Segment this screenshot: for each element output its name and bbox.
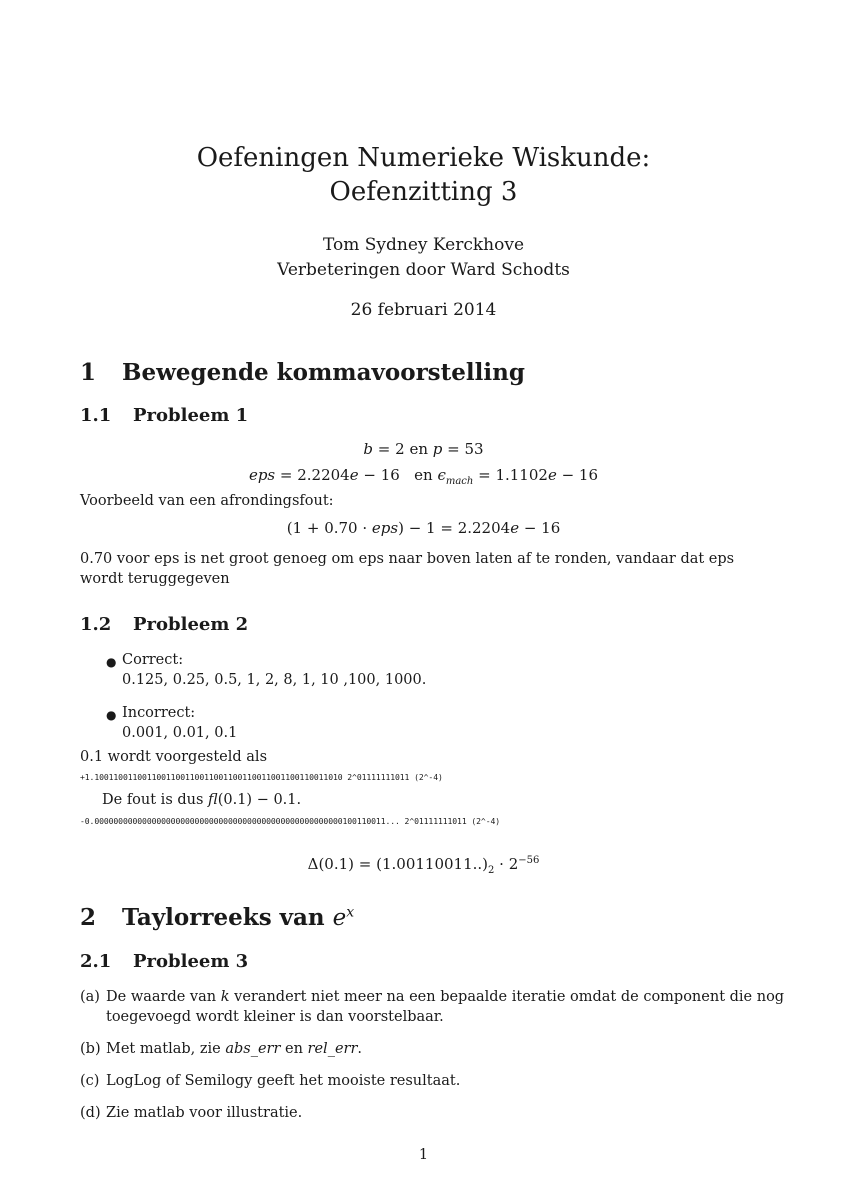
section-title: Bewegende kommavoorstelling	[122, 359, 525, 386]
correct-values: 0.125, 0.25, 0.5, 1, 2, 8, 1, 10 ,100, 1000.	[122, 672, 427, 688]
subsection-1-1-heading	[80, 405, 248, 426]
subsection-number: 1.2	[80, 614, 112, 635]
section-number: 1	[80, 359, 97, 386]
item-b-text: Met matlab, zie abs_err en rel_err.	[106, 1041, 362, 1057]
incorrect-values: 0.001, 0.01, 0.1	[122, 725, 238, 741]
error-text: De fout is dus fl(0.1) − 0.1.	[102, 792, 302, 808]
bullet-icon: ●	[106, 708, 117, 722]
binary-error: -0.0000000000000000000000000000000000000000000000000000100110011... 2^01111111011 (2^-4)	[80, 816, 501, 826]
item-d-text: Zie matlab voor illustratie.	[106, 1105, 303, 1121]
subsection-title: Probleem 1	[133, 405, 249, 426]
subsection-1-2-heading	[80, 614, 248, 635]
date: 26 februari 2014	[350, 300, 497, 320]
item-label-c: (c)	[80, 1073, 100, 1089]
author: Tom Sydney Kerckhove	[322, 235, 525, 255]
example-label: Voorbeeld van een afrondingsfout:	[80, 493, 334, 509]
correct-label: Correct:	[122, 652, 184, 668]
item-a-line-1: De waarde van k verandert niet meer na een bepaalde iteratie omdat de component die nog	[106, 989, 785, 1005]
item-a-line-2: toegevoegd wordt kleiner is dan voorstelbaar.	[106, 1009, 444, 1025]
section-number: 2	[80, 904, 97, 931]
title-line-1: Oefeningen Numerieke Wiskunde:	[196, 143, 651, 173]
item-label-b: (b)	[80, 1041, 101, 1057]
subsection-title: Probleem 3	[133, 951, 249, 972]
equation-b-p: b = 2 en p = 53	[363, 440, 484, 458]
equation-rounding: (1 + 0.70 · eps) − 1 = 2.2204e − 16	[286, 519, 561, 537]
delta-equation: $\Delta(0.1) = (1.00110011..)_2 \cdot 2^{-56}$	[307, 855, 540, 876]
represented-as-text: 0.1 wordt voorgesteld als	[80, 749, 268, 765]
page-number: 1	[418, 1147, 429, 1163]
section-1-heading	[80, 359, 525, 386]
item-label-d: (d)	[80, 1105, 101, 1121]
binary-representation: +1.1001100110011001100110011001100110011001100110011010 2^01111111011 (2^-4)	[80, 772, 443, 782]
equation-eps: eps = 2.2204e − 16 en $\epsilon_{mach} = 1.1102e - 16$	[248, 466, 599, 487]
section-2-heading: 2 Taylorreeks van $e^x$	[80, 904, 355, 931]
subsection-2-1-heading	[80, 951, 248, 972]
bullet-icon: ●	[106, 655, 117, 669]
item-c-text: LogLog of Semilogy geeft het mooiste resultaat.	[106, 1073, 461, 1089]
corrector: Verbeteringen door Ward Schodts	[277, 260, 570, 280]
subsection-number: 2.1	[80, 951, 112, 972]
incorrect-label: Incorrect:	[122, 705, 196, 721]
explanation-paragraph: 0.70 voor eps is net groot genoeg om eps naar boven laten af te ronden, vandaar dat eps wordt teruggegeven	[80, 551, 735, 587]
subsection-title: Probleem 2	[133, 614, 249, 635]
title-line-2: Oefenzitting 3	[329, 177, 518, 207]
item-label-a: (a)	[80, 989, 100, 1005]
subsection-number: 1.1	[80, 405, 112, 426]
